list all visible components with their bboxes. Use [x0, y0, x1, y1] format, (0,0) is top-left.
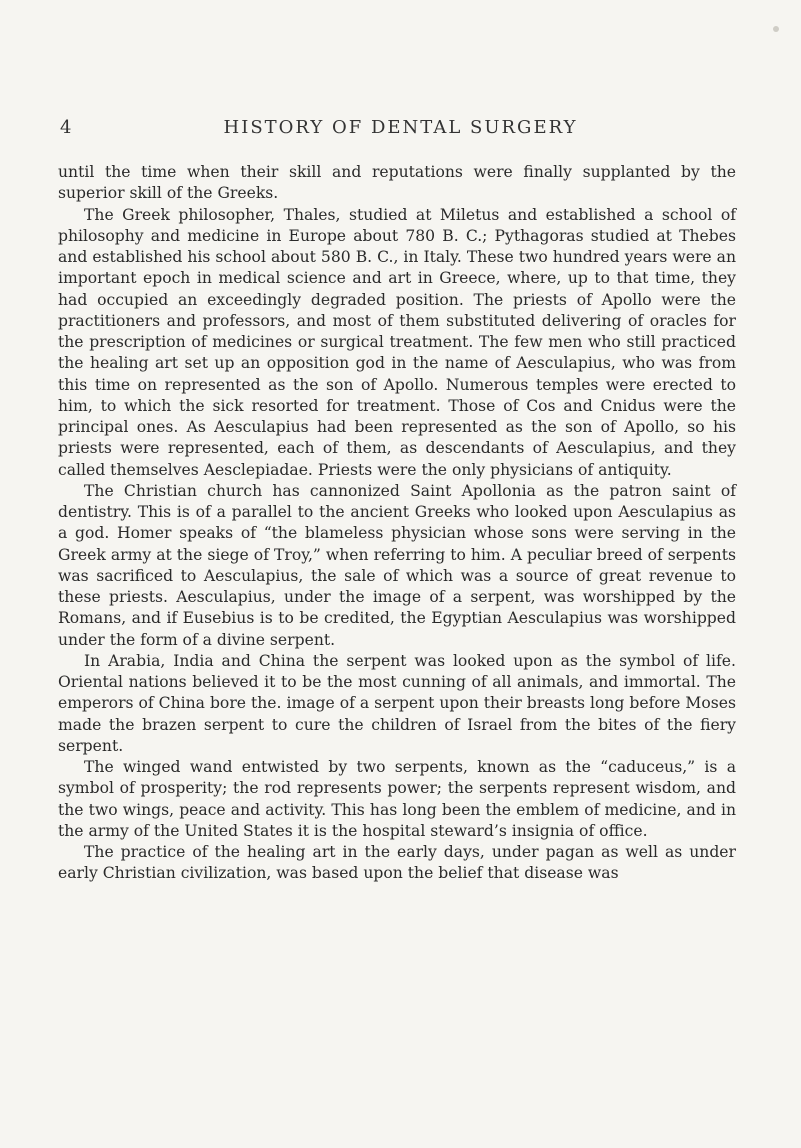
- paragraph-healing-art: The practice of the healing art in the early days, under pagan as well as under early Christian civilization, was based upon the belief that disease was: [58, 843, 736, 883]
- page-number: 4: [60, 117, 73, 138]
- paragraph-caduceus: The winged wand entwisted by two serpents, known as the “caduceus,” is a symbol of prosperity; the rod represents power; the serpents represent wisdom, and the two wings, peace and activity. This has long been the emblem of medicine, and in the army of the United States it is the hospital steward’s insignia of office.: [58, 758, 736, 840]
- paragraph-apollonia: The Christian church has cannonized Saint Apollonia as the patron saint of dentistry. This is of a parallel to the ancient Greeks who looked upon Aesculapius as a god. Homer speaks of “the blameless physician whose sons were serving in the Greek army at the siege of Troy,” when referring to him. A peculiar breed of serpents was sacrificed to Aesculapius, the sale of which was a source of great revenue to these priests. Aesculapius, under the image of a serpent, was worshipped by the Romans, and if Eusebius is to be credited, the Egyptian Aesculapius was worshipped under the form of a divine serpent.: [58, 481, 736, 649]
- paragraph-continuation: until the time when their skill and reputations were finally supplanted by the superior skill of the Greeks.: [58, 163, 736, 203]
- paper-speck: [773, 26, 779, 32]
- running-head: HISTORY OF DENTAL SURGERY: [223, 117, 578, 138]
- paragraph-serpent-symbol: In Arabia, India and China the serpent was looked upon as the symbol of life. Oriental nations believed it to be the most cunning of all animals, and immortal. The emperors of China bore the. image of a serpent upon their breasts long before Moses made the brazen serpent to cure the children of Israel from the bites of the fiery serpent.: [58, 651, 736, 755]
- page-header: [0, 117, 801, 147]
- paragraph-thales: The Greek philosopher, Thales, studied at Miletus and established a school of philosophy and medicine in Europe about 780 B. C.; Pythagoras studied at Thebes and established his school about 580 B. C., in Italy. These two hundred years were an important epoch in medical science and art in Greece, where, up to that time, they had occupied an exceedingly degraded position. The priests of Apollo were the practitioners and professors, and most of them substituted delivering of oracles for the prescription of medicines or surgical treatment. The few men who still practiced the healing art set up an opposition god in the name of Aesculapius, who was from this time on represented as the son of Apollo. Numerous temples were erected to him, to which the sick resorted for treatment. Those of Cos and Cnidus were the principal ones. As Aesculapius had been represented as the son of Apollo, so his priests were represented, each of them, as descendants of Aesculapius, and they called themselves Aesclepiadae. Priests were the only physicians of antiquity.: [58, 205, 736, 479]
- body-text: [58, 162, 736, 885]
